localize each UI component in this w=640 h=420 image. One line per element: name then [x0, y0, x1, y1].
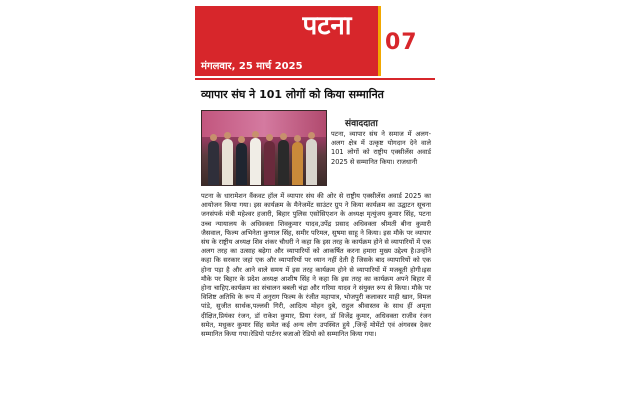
- photo-person: [236, 143, 247, 185]
- photo-person: [306, 139, 317, 185]
- photo-person-head: [266, 134, 273, 141]
- photo-person-head: [224, 132, 231, 139]
- photo-person: [278, 140, 289, 185]
- masthead: [195, 6, 435, 76]
- photo-person-head: [308, 132, 315, 139]
- photo-person: [264, 141, 275, 185]
- photo-person: [250, 138, 261, 185]
- newspaper-clipping: [195, 6, 435, 414]
- issue-date: मंगलवार, 25 मार्च 2025: [201, 61, 303, 72]
- photo-person: [292, 142, 303, 185]
- photo-person-head: [210, 134, 217, 141]
- photo-person: [208, 141, 219, 185]
- award-ceremony-photo: [201, 110, 327, 186]
- masthead-divider: [378, 6, 381, 76]
- photo-person-head: [238, 136, 245, 143]
- article-body: पटना के धारामेशन वैंकवट हॉल में व्यापार संघ की ओर से राष्ट्रीय एक्सीलेंस अवार्ड 2025 का आयोजन किया गया। इस कार्यक्रम के मैनेजमेंट साउंटर ग्रुप ने किया कार्यक्रम का उद्घाटन सूचना जनसंपर्क मंत्री महेश्वर हजारी, बिहार पुलिस एसोसिएशन के अध्यक्ष मृत्युंजय कुमार सिंह, पटना उच्च न्यायालय के अधिवक्ता शिवकुमार यादव,उपेंद्र प्रसाद अधिवक्ता श्रीमती बीना कुमारी जैसवाल, फिल्म अभिनेता कुणाल सिंह, समीर परिमल, सुषमा साहू ने किया। इस मौके पर व्यापार संघ के राष्ट्रीय अध्यक्ष शिव शंकर चौधरी ने कहा कि इस तरह के कार्यक्रम होने से व्यापारियों में एक अलग तरह का उत्साह बढ़ेगा और व्यापारियों को आकर्षित करना हमारा मुख्य उद्देश्य है।उन्होंने कहा कि सरकार जहां एक और व्यापारियों पर ध्यान नहीं देती है जिसके बाद व्यापारियों को एक होना पड़ा है और आने वाले समय में इस तरह कार्यक्रम होने से व्यापारियों में मजबूती होगी।इस मौके पर बिहार के प्रदेश अध्यक्ष आशीष सिंह ने कहा कि इस तरह का कार्यक्रम अपने बिहार में होना चाहिए.कार्यक्रम का संचालन बबली चंद्रा और गरिमा यादव ने संयुक्त रूप से किया। मौके पर विशिष्ट अतिथि के रूप में अनुराग फिल्म के रंजीत महापात्र, भोजपुरी कलाकार माही खान, विमल पांडे, सुजीत सार्थक,पल्लवी गिरी, आदित्य मोहन दुबे, राहुल श्रीवास्तव के साथ हीं अमृता दीक्षित,प्रियंका रंजन, डॉ राकेश कुमार, प्रिया रंजन, डॉ विजेंद्र कुमार, अधिवक्ता राजीव रंजन समेत, मधुकर कुमार सिंह समेत कई अन्य लोग उपस्थित हुये ,जिन्हें मोमेंटो एवं अंगवस्त्र देकर सम्मानित किया गया।रेडियो पार्टनर बजाओ रेडियो को सम्मानित किया गया।: [201, 192, 431, 339]
- photo-person-head: [280, 133, 287, 140]
- article-headline: व्यापार संघ ने 101 लोगों को किया सम्मानित: [201, 88, 384, 101]
- masthead-rule: [195, 78, 435, 80]
- photo-person-head: [294, 135, 301, 142]
- article-byline: संवाददाता: [345, 119, 378, 129]
- photo-person: [222, 139, 233, 185]
- photo-person-head: [252, 131, 259, 138]
- page-number: 07: [385, 30, 418, 55]
- city-title: पटना: [302, 11, 352, 41]
- article-intro: पटना, व्यापार संघ ने समाज में अलग-अलग क्षेत्र में उत्कृष्ट योगदान देने वाले 101 लोगों को राष्ट्रीय एक्सीलेंस अवार्ड 2025 से सम्मानित किया। राजधानी: [331, 130, 431, 166]
